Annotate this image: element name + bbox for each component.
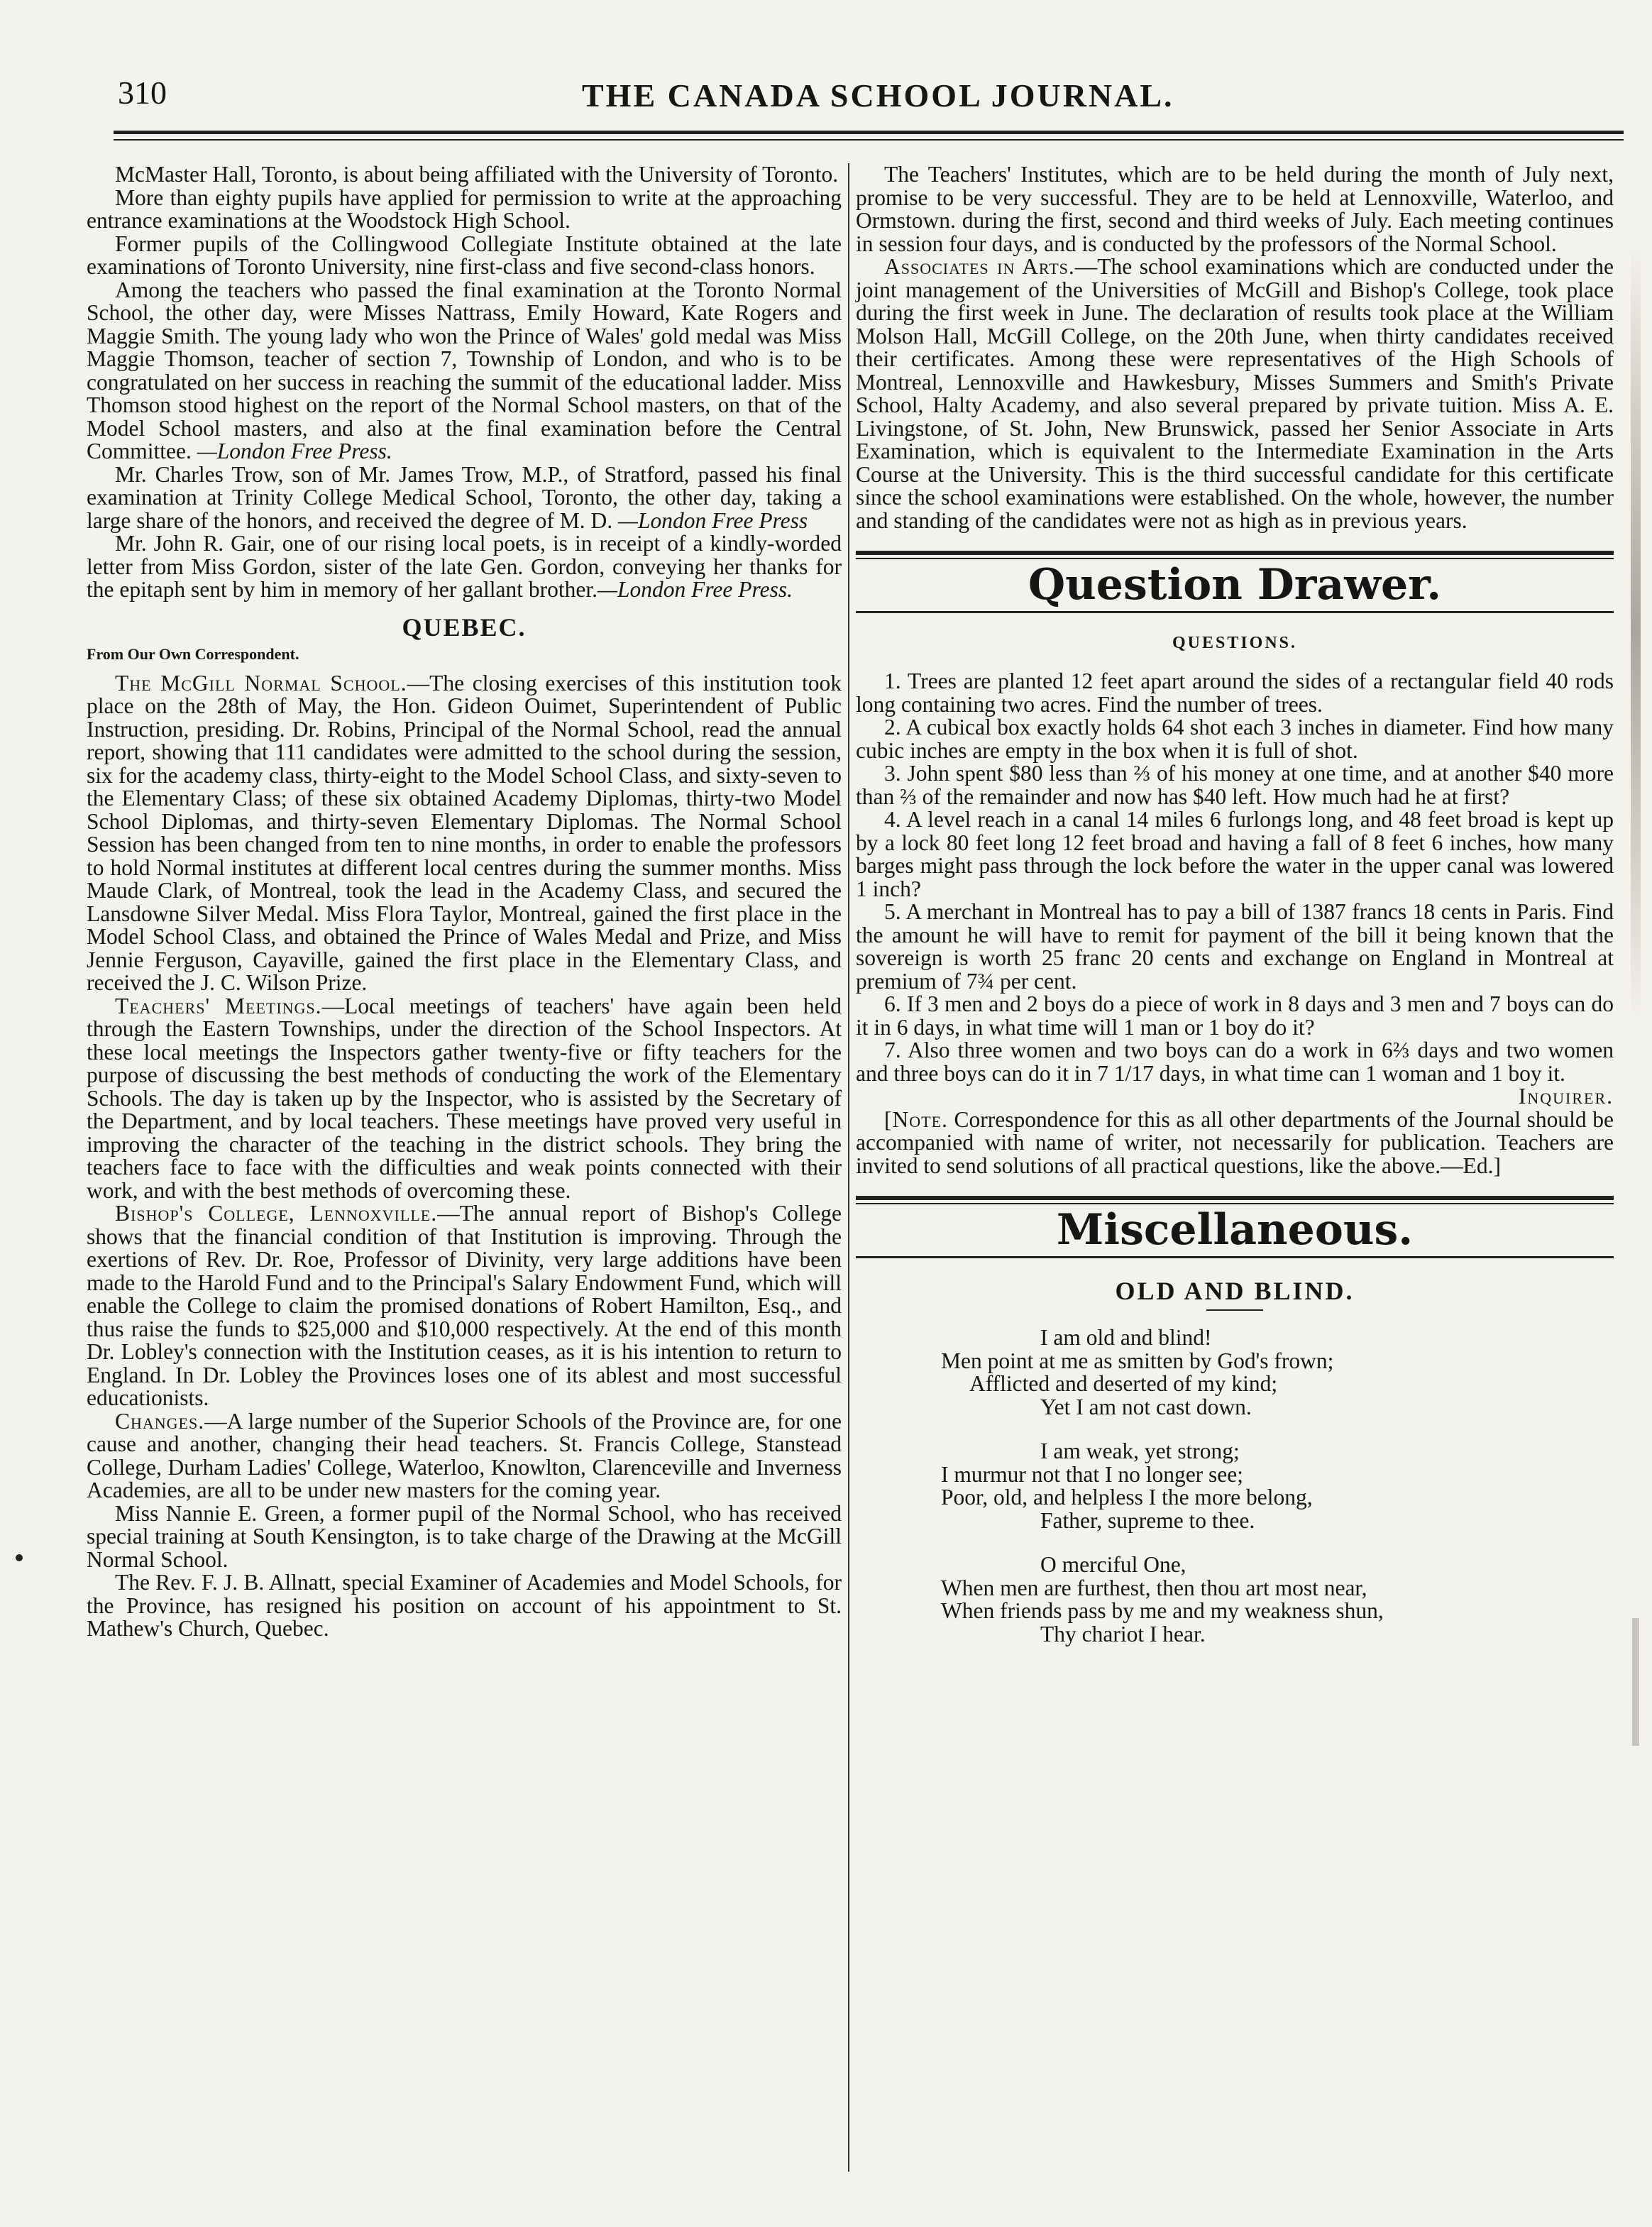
running-head (0, 68, 1652, 132)
item-body: —Local meetings of teachers' have again been held through the Eastern Townships, under the direction of the School Inspectors. At these local meetings the Inspectors gather twenty-five or fifty teachers for the purpose of discussing the best methods of conducting the work of the Elementary Schools. The day is taken up by the Inspector, who is assisted by the Secretary of the Department, and by local teachers. These meetings have proved very useful in improving the character of the teaching in the district schools. They bring the teachers face to face with the difficulties and weak points connected with their work, and with the best methods of overcoming these. (87, 993, 842, 1203)
poem-line: When friends pass by me and my weakness shun, (941, 1598, 1384, 1623)
item-lead: Bishop's College, Lennoxville. (115, 1201, 438, 1226)
poem-title: OLD AND BLIND. (1115, 1276, 1355, 1305)
question-item: 2. A cubical box exactly holds 64 shot each 3 inches in diameter. Find how many cubic inches are empty in the box when it is full of shot. (856, 715, 1614, 763)
news-item-associates-in-arts (856, 255, 1614, 532)
correspondent-byline: From Our Own Correspondent. (87, 645, 299, 663)
question-item: 3. John spent $80 less than ⅔ of his money at one time, and at another $40 more than ⅔ of the remainder and now has $40 left. How much had he at first? (856, 761, 1614, 809)
news-item-green: Miss Nannie E. Green, a former pupil of the Normal School, who has received special training at South Kensington, is to take charge of the Drawing at the McGill Normal School. (87, 1500, 842, 1572)
poem-line: Men point at me as smitten by God's frown; (941, 1348, 1334, 1373)
poem-line: When men are furthest, then thou art most near, (941, 1575, 1367, 1600)
item-lead: The McGill Normal School. (115, 670, 407, 695)
questions-label: QUESTIONS. (1172, 633, 1298, 652)
item-source: —London Free Press. (597, 577, 793, 602)
item-source: —London Free Press. (197, 439, 392, 463)
poem-line: I murmur not that I no longer see; (941, 1461, 1244, 1487)
left-column (87, 163, 842, 1641)
poem-line: Poor, old, and helpless I the more belong, (941, 1485, 1313, 1510)
poem-line: Yet I am not cast down. (1040, 1394, 1252, 1419)
question-item: 4. A level reach in a canal 14 miles 6 furlongs long, and 48 feet broad is kept up by a lock 80 feet long 12 feet broad and having a fall of 8 feet 6 inches, how many barges might pass through the lock before the water in the upper canal was lowered 1 inch? (856, 807, 1614, 901)
section-rule-thick (856, 1196, 1614, 1200)
column-divider (848, 163, 849, 2172)
poem-line: I am old and blind! (1040, 1325, 1212, 1350)
margin-scan-artifact (1632, 1618, 1639, 1746)
quebec-heading: QUEBEC. (402, 612, 527, 642)
poem-line: Afflicted and deserted of my kind; (969, 1371, 1278, 1396)
item-lead: Teachers' Meetings. (115, 993, 322, 1018)
poem-stanza (941, 1326, 1614, 1419)
question-item: 6. If 3 men and 2 boys do a piece of work in 8 days and 3 men and 7 boys can do it in 6 days, in what time will 1 man or 1 boy do it? (856, 991, 1614, 1040)
poem-title-rule (1206, 1309, 1263, 1311)
editor-note (856, 1106, 1614, 1178)
item-body: Among the teachers who passed the final examination at the Toronto Normal School, the other day, were Misses Nattrass, Emily Howard, Kate Rogers and Maggie Smith. The young lady who won the Prince of Wales' gold medal was Miss Maggie Thomson, teacher of section 7, Township of London, and who is to be congratulated on her success in reaching the summit of the educational ladder. Miss Thomson stood highest on the report of the Normal School masters, on that of the Model School masters, and also at the final examination before the Central Committee. (87, 277, 842, 463)
poem-stanza (941, 1440, 1614, 1532)
question-item: 5. A merchant in Montreal has to pay a bill of 1387 francs 18 cents in Paris. Find the amount he will have to remit for payment of the bill it being known that the sovereign is worth 25 franc 20 cents and exchange on England in Montreal at premium of 7¾ per cent. (856, 899, 1614, 994)
poem-line: Thy chariot I hear. (1040, 1621, 1206, 1646)
news-item-normal-school (87, 279, 842, 463)
item-source: —London Free Press (618, 507, 808, 533)
news-item-bishops-college (87, 1202, 842, 1410)
news-item-mcgill-normal (87, 672, 842, 995)
section-rule-thin (856, 1203, 1614, 1204)
item-body: Mr. Charles Trow, son of Mr. James Trow, M.P., of Stratford, passed his final examination at Trinity College Medical School, Toronto, the other day, taking a large share of the honors, and received the degree of M. D. (87, 461, 842, 533)
news-item-trow (87, 463, 842, 533)
news-item-teachers-institutes: The Teachers' Institutes, which are to be held during the month of July next, promise to be very successful. They are to be held at Lennoxville, Waterloo, and Ormstown. during the first, second and third weeks of July. Each meeting continues in session four days, and is conducted by the professors of the Normal School. (856, 162, 1614, 256)
header-rule-thin (114, 139, 1624, 141)
item-body: —The closing exercises of this institution took place on the 28th of May, the Hon. Gideon Ouimet, Superintendent of Public Instruction, presiding. Dr. Robins, Principal of the Normal School, read the annual report, showing that 111 candidates were admitted to the school during the session, six for the academy class, thirty-eight to the Model School Class, and sixty-seven to the Elementary Class; of these six obtained Academy Diplomas, thirty-two Model School Diplomas, and thirty-seven Elementary Diplomas. The Normal School Session has been changed from ten to nine months, in order to enable the professors to hold Normal institutes at different local centres during the summer months. Miss Maude Clark, of Montreal, took the lead in the Academy Class, and secured the Lansdowne Silver Medal. Miss Flora Taylor, Montreal, gained the first place in the Model School Class, and obtained the Prince of Wales Medal and Prize, and Miss Jennie Ferguson, Cayaville, gained the first place in the Elementary Class, and received the J. C. Wilson Prize. (87, 670, 842, 995)
news-item-teachers-meetings (87, 995, 842, 1203)
margin-scan-artifact (1631, 241, 1641, 1022)
news-item-gair (87, 532, 842, 602)
news-item-collingwood: Former pupils of the Collingwood Collegiate Institute obtained at the late examinations of Toronto University, nine first-class and five second-class honors. (87, 231, 842, 279)
question-drawer-heading: Question Drawer. (1028, 560, 1442, 610)
item-lead: Changes. (115, 1408, 205, 1434)
miscellaneous-heading: Miscellaneous. (1056, 1205, 1414, 1255)
poem-line: I am weak, yet strong; (1040, 1439, 1240, 1463)
news-item-woodstock: More than eighty pupils have applied for permission to write at the approaching entrance examinations at the Woodstock High School. (87, 185, 842, 233)
journal-title: THE CANADA SCHOOL JOURNAL. (582, 77, 1174, 114)
question-item: 7. Also three women and two boys can do a work in 6⅔ days and two women and three boys can do it in 7 1/17 days, in what time can 1 woman and 1 boy it. (856, 1038, 1614, 1086)
item-body: Mr. John R. Gair, one of our rising local poets, is in receipt of a kindly-worded letter from Miss Gordon, sister of the late Gen. Gordon, conveying her thanks for the epitaph sent by him in memory of her gallant brother. (87, 531, 842, 602)
question-item: 1. Trees are planted 12 feet apart around the sides of a rectangular field 40 rods long containing two acres. Find the number of trees. (856, 669, 1614, 717)
section-rule-thin (856, 558, 1614, 559)
poem-line: O merciful One, (1040, 1552, 1186, 1577)
page-number: 310 (118, 75, 167, 111)
heading-rule (856, 1256, 1614, 1258)
news-item-mcmaster: McMaster Hall, Toronto, is about being affiliated with the University of Toronto. (115, 162, 839, 187)
header-rule-thick (114, 131, 1624, 134)
news-item-changes (87, 1410, 842, 1502)
item-body: —The annual report of Bishop's College shows that the financial condition of that Institution is improving. Through the exertions of Rev. Dr. Roe, Professor of Divinity, very large additions have been made to the Harold Fund and to the Principal's Salary Endowment Fund, which will enable the College to claim the promised donations of Robert Hamilton, Esq., and thus raise the funds to $25,000 and $10,000 respectively. At the end of this month Dr. Lobley's connection with the Institution ceases, as it is his intention to return to England. In Dr. Lobley the Provinces loses one of its ablest and most successful educationists. (87, 1201, 842, 1410)
question-list (856, 670, 1614, 1085)
item-body: —A large number of the Superior Schools of the Province are, for one cause and another, changing their head teachers. St. Francis College, Stanstead College, Durham Ladies' College, Waterloo, Knowlton, Clarenceville and Inverness Academies, are all to be under new masters for the coming year. (87, 1408, 842, 1502)
news-item-allnatt: The Rev. F. J. B. Allnatt, special Examiner of Academies and Model Schools, for the Province, has resigned his position on account of his appointment to St. Mathew's Church, Quebec. (87, 1570, 842, 1641)
inquirer-signature: Inquirer. (1518, 1084, 1614, 1109)
heading-rule (856, 611, 1614, 613)
right-column (856, 163, 1614, 1667)
item-lead: Associates in Arts. (884, 254, 1075, 279)
note-lead: [Note. (884, 1106, 948, 1132)
item-body: —The school examinations which are conducted under the joint management of the Universities of McGill and Bishop's College, took place during the first week in June. The declaration of results took place at the William Molson Hall, McGill College, on the 20th June, when thirty candidates received their certificates. Among these were representatives of the High Schools of Montreal, Lennoxville and Hawkesbury, Misses Summers and Smith's Private School, Halty Academy, and also several prepared by private tuition. Miss A. E. Livingstone, of St. John, New Brunswick, passed her Senior Associate in Arts Examination, which is equivalent to the Intermediate Examination in the Arts Course at the University. This is the third successful candidate for this certificate since the school examinations were established. On the whole, however, the number and standing of the candidates were not as high as in previous years. (856, 254, 1614, 533)
note-body: Correspondence for this as all other departments of the Journal should be accompanied with name of writer, not necessarily for publication. Teachers are invited to send solutions of all practical questions, like the above.—Ed.] (856, 1106, 1614, 1178)
poem-line: Father, supreme to thee. (1040, 1507, 1255, 1533)
poem-stanza (941, 1554, 1614, 1646)
section-rule-thick (856, 551, 1614, 555)
margin-ink-dot (16, 1554, 23, 1561)
